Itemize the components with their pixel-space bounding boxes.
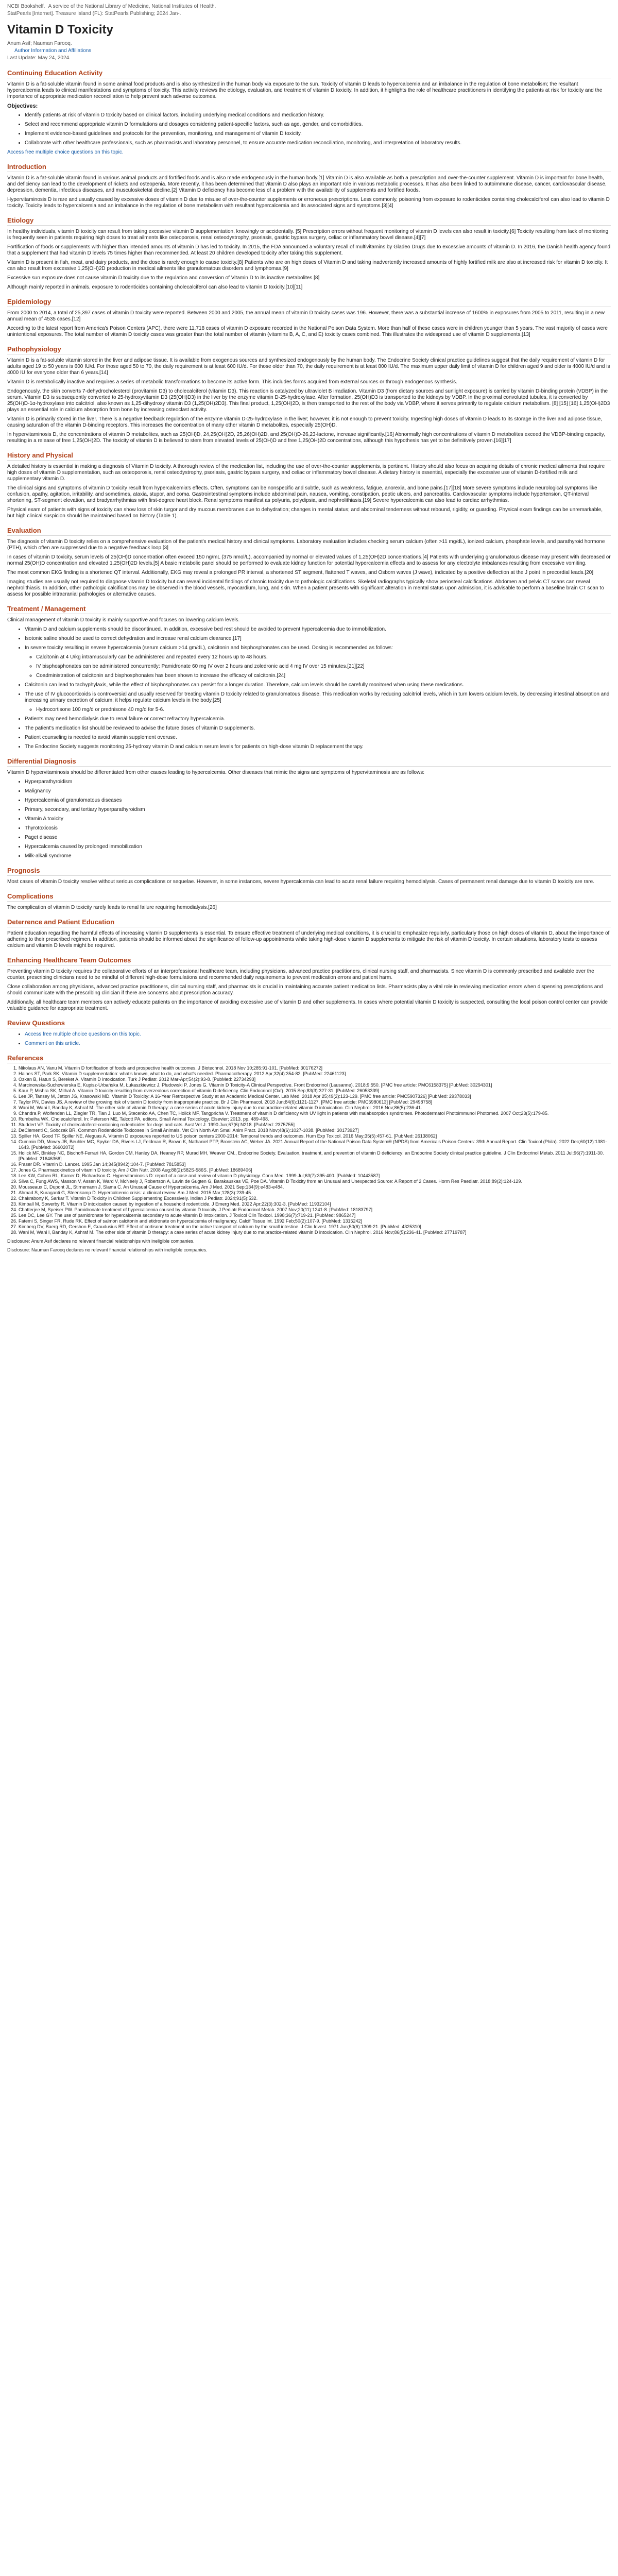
dd-paragraph-1: Vitamin D hypervitaminosis should be differentiated from other causes leading to hypercalcemia. Other diseases that mimic the signs and symptoms of hypervitaminosis are as follows: [7, 770, 425, 775]
complications-paragraph-1: The complication of vitamin D toxicity rarely leads to renal failure requiring hemodialysis.[26] [7, 905, 217, 910]
reference-item: 11. Studdert VP. Toxicity of cholecalciferol-containing rodenticides for dogs and cats. Aust Vet J. 1990 Jun;67(6):N218. [PubMed: 2375755] [19, 1122, 611, 1128]
objective-item: • Implement evidence-based guidelines and protocols for the prevention, monitoring, and management of vitamin D toxicity. [25, 131, 611, 137]
reference-item: 26. Fatemi S, Singer FR, Rude RK. Effect of salmon calcitonin and etidronate on hypercalcemia of malignancy. Calcif Tissue Int. 1992 Feb;50(2):107-9. [PubMed: 1315242] [19, 1218, 611, 1224]
prognosis-paragraph-1: Most cases of vitamin D toxicity resolve without serious complications or sequelae. However, in some instances, severe hypercalcemia can lead to acute renal failure requiring hemodialysis. Cases of permanent renal damage due to vitamin D toxicity are rare. [7, 879, 594, 885]
patho-paragraph-3: Endogenously, the skin converts 7-dehydrocholesterol (provitamin D3) to cholecalciferol (vitamin D3). This reaction is catalyzed by ultraviolet B irradiation. Vitamin D3 (from dietary sources and sunlight exposure) is carried by vitamin D-binding protein (VDBP) in the serum. Vitamin D3 is subsequently converted to 25-hydroxyvitamin D3 (25(OH)D3) in the liver by the enzyme vitamin D-25-hydroxylase. After formation, 25(OH)D3 is transported to the kidneys by VDBP. In the proximal convoluted tubules, it is converted by 25(OH)D-1α-hydroxylase into calcitriol, also known as 1,25-dihydroxy vitamin D3 (1,25(OH)2D3). This final product, 1,25(OH)2D, is then transported to the rest of the body via VDBP, where it serves primarily to regulate calcium metabolism. [8] [15] [16] 1,25(OH)2D3 plays an essential role in calcium absorption from bone by increasing osteoclast activity. [7, 388, 610, 413]
heading-epidemiology: Epidemiology [7, 298, 611, 307]
differential-item: • Vitamin A toxicity [25, 816, 611, 822]
tm-paragraph-1: Clinical management of vitamin D toxicity is mainly supportive and focuses on lowering calcium levels. [7, 617, 240, 623]
disclosure-1: Disclosure: Anum Asif declares no relevant financial relationships with ineligible companies. [7, 1239, 195, 1244]
treatment-item: • Vitamin D and calcium supplements should be discontinued. In addition, excessive bed rest should be avoided to prevent hypercalcemia due to immobilization. [25, 626, 611, 633]
treatment-subitem: ◦ Hydrocortisone 100 mg/d or prednisone 40 mg/d for 5-6. [36, 707, 611, 713]
breadcrumb-ncbi-bookshelf[interactable]: NCBI Bookshelf. [7, 4, 45, 9]
reference-item: 3. Ozkan B, Hatun S, Bereket A. Vitamin D intoxication. Turk J Pediatr. 2012 Mar-Apr;54(2):93-8. [PubMed: 22734293] [19, 1077, 611, 1082]
differential-item: • Malignancy [25, 788, 611, 794]
reference-item: 10. Rumbeiha WK. Cholecalciferol. In: Peterson ME, Talcott PA, editors. Small Animal Toxicology. Elsevier; 2013. pp. 489-498. [19, 1116, 611, 1122]
references-list [7, 1065, 611, 1235]
treatment-item: • The use of IV glucocorticoids is controversial and usually reserved for treating vitamin D toxicity related to granulomatous disease. This medication works by reducing calcitriol levels, which in turn lowers calcium levels, by decreasing intestinal absorption and increasing urinary excretion of calcium; it helps regulate calcium levels in the body.[25] ◦ Hydrocortisone 100 mg/d or prednisone 40 mg/d for 5-6. [25, 691, 611, 713]
differential-item: • Paget disease [25, 835, 611, 841]
review-mcq-link[interactable]: Access free multiple choice questions on this topic. [25, 1031, 141, 1037]
patho-paragraph-1: Vitamin D is a fat-soluble vitamin stored in the liver and adipose tissue. It is available from exogenous sources and synthesized endogenously by the human body. The Endocrine Society clinical practice guidelines suggest that the daily requirement of vitamin D for adults aged 19 to 50 years is 600 IU/d. For those aged 50 to 70, the daily requirement is at least 600 IU/d. For those older than 70, the daily requirement is at least 800 IU/d. The maximum upper daily limit of vitamin D for children aged 9 and older is 4000 IU/d and is 4000 IU for everyone older than 6 years.[14] [7, 358, 610, 376]
reference-item: 16. Fraser DR. Vitamin D. Lancet. 1995 Jan 14;345(8942):104-7. [PubMed: 7815853] [19, 1162, 611, 1167]
reference-item: 12. DeClementi C, Sobczak BR. Common Rodenticide Toxicoses in Small Animals. Vet Clin North Am Small Anim Pract. 2018 Nov;48(6):1027-1038. [PubMed: 30173927] [19, 1128, 611, 1133]
reference-item: 7. Taylor PN, Davies JS. A review of the growing risk of vitamin D toxicity from inappropriate practice. Br J Clin Pharmacol. 2018 Jun;84(6):1121-1127. [PMC free article: PMC5980613] [PubMed: 29498758] [19, 1099, 611, 1105]
treatment-item: • Calcitonin can lead to tachyphylaxis, while the effect of bisphosphonates can persist for a longer duration. Therefore, calcium levels should be carefully monitored when using these medications. [25, 682, 611, 688]
treatment-item: • The Endocrine Society suggests monitoring 25-hydroxy vitamin D and calcium serum levels for patients on high-dose vitamin D replacement therapy. [25, 744, 611, 750]
eval-paragraph-2: In cases of vitamin D toxicity, serum levels of 25(OH)D concentration often exceed 150 ng/mL (375 nmol/L), accompanied by normal or elevated values of 1,25(OH)2D concentrations.[4] Patients with underlying granulomatous disease may present with decreased or normal 25(OH)D concentration and elevated 1,25(OH)2D levels.[5] A basic metabolic panel should be performed to evaluate kidney function for potential hypercalcemia effects and to assess for any electrolyte imbalances resulting from excessive vomiting. [7, 554, 611, 566]
intro-paragraph-1: Vitamin D is a fat-soluble vitamin found in various animal products and fortified foods and is also made endogenously in the human body.[1] Vitamin D is also available as both a prescription and over-the-counter supplement. Vitamin D is important for bone health, and deficiency can lead to the development of rickets and osteopenia. More recently, it has been determined that vitamin D also plays an important role in various metabolic processes. It has also been linked to autoimmune disease, cancer, cardiovascular disease, depression, dementia, infectious diseases, and musculoskeletal decline.[2] Vitamin D deficiency has become less of a problem with the availability of supplements and fortified foods. [7, 175, 607, 193]
heading-prognosis: Prognosis [7, 867, 611, 876]
reference-item: 15. Holick MF, Binkley NC, Bischoff-Ferrari HA, Gordon CM, Hanley DA, Heaney RP, Murad MH, Weaver CM., Endocrine Society. Evaluation, treatment, and prevention of vitamin D deficiency: an Endocrine Society clinical practice guideline. J Clin Endocrinol Metab. 2011 Jul;96(7):1911-30. [PubMed: 21646368] [19, 1150, 611, 1162]
differential-list [7, 779, 611, 859]
reference-item: 20. Mousseaux C, Dupont JL, Stirnemann J, Slama C. An Unusual Cause of Hypercalcemia. Am J Med. 2021 Sep;134(9):e483-e484. [19, 1184, 611, 1190]
reference-item: 4. Marcinowska-Suchowierska E, Kupisz-Urbańska M, Łukaszkiewicz J, Płudowski P, Jones G. Vitamin D Toxicity-A Clinical Perspective. Front Endocrinol (Lausanne). 2018;9:550. [PMC free article: PMC6158375] [PubMed: 30294301] [19, 1082, 611, 1088]
treatment-item: • The patient's medication list should be reviewed to advise the future doses of vitamin D supplements. [25, 725, 611, 732]
reference-item: 17. Jones G. Pharmacokinetics of vitamin D toxicity. Am J Clin Nutr. 2008 Aug;88(2):582S-586S. [PubMed: 18689406] [19, 1167, 611, 1173]
heading-review-questions: Review Questions [7, 1019, 611, 1028]
etiology-paragraph-1: In healthy individuals, vitamin D toxicity can result from taking excessive vitamin D supplementation, knowingly or accidentally. [5] Prescription errors without frequent monitoring of vitamin D levels can also result in toxicity.[6] Toxicity resulting from lack of monitoring is frequently seen in patients requiring high doses to treat ailments like osteoporosis, renal osteodystrophy, psoriasis, gastric bypass surgery, celiac or inflammatory bowel disease.[4][7] [7, 229, 609, 241]
etiology-paragraph-5: Although mainly reported in animals, exposure to rodenticides containing cholecalciferol can also lead to vitamin D toxicity.[10][11] [7, 284, 303, 290]
hp-paragraph-2: The clinical signs and symptoms of vitamin D toxicity result from hypercalcemia's effects. Often, symptoms can be nonspecific and subtle, such as weakness, fatigue, anorexia, and bone pains.[17][18] More severe symptoms include neurological symptoms like confusion, apathy, agitation, irritability, and sometimes, ataxia, stupor, and coma. Gastrointestinal symptoms include abdominal pain, nausea, vomiting, constipation, peptic ulcers, and pancreatitis. Cardiovascular symptoms include hypertension, QT-interval shortening, ST-segment elevation, and bradyarrhythmias with first-degree heart block. Renal symptoms manifest as polyuria, polydipsia, and nephrolithiasis.[19] Severe hypercalcemia can also lead to cardiac arrhythmias. [7, 485, 597, 503]
access-mcq-link[interactable]: Access free multiple choice questions on this topic. [7, 149, 124, 155]
reference-item: 22. Chakraborty K, Sarkar T. Vitamin D Toxicity in Children Supplementing Excessively. Indian J Pediatr. 2024;91(5):532. [19, 1196, 611, 1201]
treatment-subitem: ◦ Coadministration of calcitonin and bisphosphonates has been shown to increase the efficacy of calcitonin.[24] [36, 673, 611, 679]
reference-item: 19. Silva C, Fung AWS, Masson V, Assen K, Ward V, McNeely J, Robertson A, Lavin de Gugten G, Barakauskas VE, Poe DA. Vitamin D Toxicity from an Unusual and Unexpected Source: A Report of 2 Cases. Horm Res Paediatr. 2018;89(2):124-129. [19, 1179, 611, 1184]
reference-item: 21. Ahmad S, Kuraganti G, Steenkamp D. Hypercalcemic crisis: a clinical review. Am J Med. 2015 Mar;128(3):239-45. [19, 1190, 611, 1196]
ce-paragraph: Vitamin D is a fat-soluble vitamin found in some animal food products and is also synthesized in the human body via exposure to the sun. Toxicity of vitamin D leads to hypercalcemia and an imbalance in the regulation of bone metabolism; the resultant hypercalcemia leads to clinical manifestations and symptoms of toxicity. This activity reviews the etiology, evaluation, and treatment of vitamin D toxicity. In addition, it highlights the role of healthcare practitioners in identifying the patients at risk for toxicity and the importance of appropriate medication reconciliation to help prevent such adverse outcomes. [7, 81, 603, 99]
heading-introduction: Introduction [7, 163, 611, 172]
epidemiology-paragraph-2: According to the latest report from America's Poison Centers (APC), there were 11,718 cases of vitamin D exposure recorded in the National Poison Data System. More than half of these cases were in children younger than 5 years. The vast majority of cases were unintentional exposures. The total number of vitamin D toxicity cases was greater than the total number of vitamin (vitamins B, A, C, and E) toxicity cases combined. This illustrates the widespread use of vitamin D supplements.[13] [7, 326, 608, 337]
reference-item: 9. Chandra P, Wolfenden LL, Ziegler TR, Tian J, Luo M, Stecenko AA, Chen TC, Holick MF, Tangpricha V. Treatment of vitamin D deficiency with UV light in patients with malabsorption syndromes. Photodermatol Photoimmunol Photomed. 2007 Oct;23(5):179-85. [19, 1111, 611, 1116]
team-paragraph-1: Preventing vitamin D toxicity requires the collaborative efforts of an interprofessional healthcare team, including physicians, advanced practice practitioners, clinical nursing staff, and pharmacists. Since vitamin D is commonly prescribed and available over the counter, prescribing clinicians need to be mindful of different high-dose formulations and recommended daily requirements to prevent medication errors and patient harm. [7, 969, 594, 980]
page-title: Vitamin D Toxicity [7, 23, 113, 37]
patho-paragraph-5: In hypervitaminosis D, the concentrations of vitamin D metabolites, such as 25(OH)D, 24,25(OH)2D, 25,26(OH)2D, and 25(OH)D-26,23-lactone, increase significantly.[16] Abnormally high concentrations of vitamin D metabolites exceed the VDBP-binding capacity, resulting in a release of free 1,25(OH)2D. The toxicity of vitamin D is believed to stem from elevated levels of 25(OH)D and free 1,25(OH)2D concentrations, although this hypothesis has yet to be definitively proven.[16][17] [7, 432, 605, 444]
team-paragraph-3: Additionally, all healthcare team members can actively educate patients on the importance of avoiding excessive use of vitamin D and other supplements. In cases where potential vitamin D toxicity is suspected, consulting the local poison control center can provide valuable guidance for appropriate treatment. [7, 999, 608, 1011]
treatment-subitem: ◦ IV bisphosphonates can be administered concurrently: Pamidronate 60 mg IV over 2 hours and zoledronic acid 4 mg IV over 15 minutes.[21][22] [36, 664, 611, 670]
etiology-paragraph-2: Fortification of foods or supplements with higher than intended amounts of vitamin D has led to toxicity. In 2015, the FDA announced a voluntary recall of multivitamins by Gladeo Drugs due to excessive amounts of vitamin D. In 2016, the Danish health agency found that a supplement that had vitamin D levels 75 times higher than recommended. At least 20 children developed toxicity after taking this supplement. [7, 244, 611, 256]
heading-evaluation: Evaluation [7, 527, 611, 536]
treatment-item: • Patients may need hemodialysis due to renal failure or correct refractory hypercalcemia. [25, 716, 611, 722]
reference-item: 2. Haines ST, Park SK. Vitamin D supplementation: what's known, what to do, and what's needed. Pharmacotherapy. 2012 Apr;32(4):354-82. [PubMed: 22461123] [19, 1071, 611, 1077]
reference-item: 13. Spiller HA, Good TF, Spiller NE, Aleguas A. Vitamin D exposures reported to US poison centers 2000-2014: Temporal trends and outcomes. Hum Exp Toxicol. 2016 May;35(5):457-61. [PubMed: 26138062] [19, 1133, 611, 1139]
treatment-item: • Isotonic saline should be used to correct dehydration and increase renal calcium clearance.[17] [25, 636, 611, 642]
etiology-paragraph-4: Excessive sun exposure does not cause vitamin D toxicity due to the regulation and conversion of Vitamin D to its inactive metabolites.[8] [7, 275, 320, 281]
reference-item: 8. Wani M, Wani I, Banday K, Ashraf M. The other side of vitamin D therapy: a case series of acute kidney injury due to malpractice-related vitamin D intoxication. Clin Nephrol. 2016 Nov;86(5):236-41. [19, 1105, 611, 1111]
heading-treatment-management: Treatment / Management [7, 605, 611, 614]
objectives-list [7, 112, 611, 146]
differential-item: • Milk-alkali syndrome [25, 853, 611, 859]
heading-deterrence-education: Deterrence and Patient Education [7, 918, 611, 927]
hp-paragraph-3: Physical exam of patients with signs of toxicity can show loss of skin turgor and dry mucous membranes due to dehydration; changes in mental status; and abdominal tenderness without rebound, rigidity, or guarding. Physical exam findings can be unremarkable, but high clinical suspicion should be maintained based on history (Table 1). [7, 507, 603, 519]
objective-item: • Collaborate with other healthcare professionals, such as pharmacists and laboratory personnel, to ensure accurate medication reconciliation, monitoring, and interpretation of laboratory results. [25, 140, 611, 146]
treatment-subitem: ◦ Calcitonin at 4 U/kg intramuscularly can be administered and repeated every 12 hours up to 48 hours. [36, 654, 611, 660]
heading-complications: Complications [7, 892, 611, 902]
eval-paragraph-4: Imaging studies are usually not required to diagnose vitamin D toxicity but can reveal incidental findings of chronic toxicity due to pathologic calcifications. Skeletal radiographs typically show periosteal calcifications. Abdomen and pelvic CT scans can reveal nephrolithiasis. In addition, other pathologic calcifications may be observed in the blood vessels, myocardium, lung, and skin. When a patient presents with significant alteration in mental status upon admission, it is advisable to perform a baseline brain CT scan to assess for possible intracranial pathologies or alternative causes. [7, 579, 604, 597]
team-paragraph-2: Close collaboration among physicians, advanced practice practitioners, clinical nursing staff, and pharmacists is crucial in maintaining accurate patient medication lists. Pharmacists play a vital role in reviewing medication errors when dispensing prescriptions and should communicate with the prescribing clinician if there are concerns about prescription accuracy. [7, 984, 603, 996]
differential-item: • Hypercalcemia of granulomatous diseases [25, 798, 611, 804]
differential-item: • Hypercalcemia caused by prolonged immobilization [25, 844, 611, 850]
heading-references: References [7, 1054, 611, 1063]
differential-item: • Thyrotoxicosis [25, 825, 611, 832]
reference-item: 28. Wani M, Wani I, Banday K, Ashraf M. The other side of vitamin D therapy: a case series of acute kidney injury due to malpractice-related vitamin D intoxication. Clin Nephrol. 2016 Nov;86(5):236-41. [PubMed: 27719787] [19, 1230, 611, 1235]
deterrence-paragraph-1: Patient education regarding the harmful effects of increasing vitamin D supplements is essential. To ensure effective treatment of underlying medical conditions, it is crucial to emphasize regularly, particularly those on high doses of vitamin D, about the importance of adhering to their prescribed regimen. In addition, patients should be informed about the significance of follow-up appointments while taking high-dose vitamin D supplements to mitigate the risk of vitamin D toxicity. In certain situations, laboratory tests to assess calcium and vitamin D levels might be required. [7, 930, 610, 948]
heading-etiology: Etiology [7, 216, 611, 226]
treatment-list [7, 626, 611, 750]
heading-team-outcomes: Enhancing Healthcare Team Outcomes [7, 956, 611, 965]
objective-item: • Identify patients at risk of vitamin D toxicity based on clinical factors, including underlying medical conditions and medication history. [25, 112, 611, 118]
reference-item: 25. Lee DC, Lee GY. The use of pamidronate for hypercalcemia secondary to acute vitamin D intoxication. J Toxicol Clin Toxicol. 1998;36(7):719-21. [PubMed: 9865247] [19, 1213, 611, 1218]
comment-link[interactable]: Comment on this article. [25, 1041, 80, 1046]
last-update: Last Update: May 24, 2024. [7, 55, 71, 61]
author-info-link[interactable]: Author Information and Affiliations [14, 48, 92, 54]
intro-paragraph-2: Hypervitaminosis D is rare and usually caused by excessive doses of vitamin D due to misuse of over-the-counter supplements or erroneous prescriptions. Less commonly, poisoning from exposure to rodenticides containing cholecalciferol can also lead to vitamin D toxicity. Toxicity leads to hypercalcemia and an imbalance in the regulation of bone metabolism with resultant hypercalcemia and its associated signs and symptoms.[3][4] [7, 197, 610, 209]
heading-pathophysiology: Pathophysiology [7, 345, 611, 354]
page-root [0, 0, 618, 1253]
objectives-label: Objectives: [7, 103, 38, 109]
objective-item: • Select and recommend appropriate vitamin D formulations and dosages considering patient-specific factors, such as age, gender, and comorbidities. [25, 122, 611, 128]
hp-paragraph-1: A detailed history is essential in making a diagnosis of Vitamin D toxicity. A thorough review of the medication list, including the use of over-the-counter supplements, is pertinent. History should also focus on acquiring details of chronic medical ailments that require high doses of vitamin D supplementation, such as osteoporosis, renal osteodystrophy, psoriasis, gastric bypass surgery, and celiac or inflammatory bowel disease. A dietary history is essential, especially the excessive use of vitamin D-fortified milk and supplementary vitamin D. [7, 464, 605, 482]
eval-paragraph-1: The diagnosis of vitamin D toxicity relies on a comprehensive evaluation of the patient's medical history and clinical symptoms. Laboratory evaluation includes checking serum calcium (often >11 mg/dL), ionized calcium, phosphate levels, and parathyroid hormone (PTH), which often are suppressed due to a negative feedback loop.[3] [7, 539, 605, 551]
heading-continuing-education: Continuing Education Activity [7, 69, 611, 78]
review-questions-list [7, 1031, 611, 1047]
reference-item: 24. Chatterjee M, Speiser PW. Pamidronate treatment of hypercalcemia caused by vitamin D toxicity. J Pediatr Endocrinol Metab. 2007 Nov;20(11):1241-8. [PubMed: 18183797] [19, 1207, 611, 1213]
reference-item: 1. Nikolaus AN, Vanu M. Vitamin D fortification of foods and prospective health outcomes. J Biotechnol. 2018 Nov 10;285:91-101. [PubMed: 30176272] [19, 1065, 611, 1071]
breadcrumb-nlm: A service of the National Library of Medicine, National Institutes of Health. [48, 4, 216, 9]
reference-item: 23. Kimball M, Sowerby R. Vitamin D intoxication caused by ingestion of a household rodenticide. J Emerg Med. 2022 Apr;22(3):302-3. [PubMed: 11932104] [19, 1201, 611, 1207]
treatment-item: • In severe toxicity resulting in severe hypercalcemia (serum calcium >14 gm/dL), calcitonin and bisphosphonates can be used. Dosing is recommended as follows: ◦ Calcitonin at 4 U/kg intramuscularly can be administered and repeated every 12 hours up to 48 hours. ◦ IV bisphosphonates can be administered concurrently: Pamidronate 60 mg IV over 2 hours and zoledronic acid 4 mg IV over 15 minutes.[21][22] ◦ Coadministration of calcitonin and bisphosphonates has been shown to increase the efficacy of calcitonin.[24] [25, 645, 611, 679]
patho-paragraph-4: Vitamin D is primarily stored in the liver. There is a negative feedback regulation of the enzyme vitamin D-25-hydroxylase in the liver; however, it is not enough to prevent toxicity. Ingesting high doses of vitamin D leads to its storage in the liver and adipose tissue, causing saturation of the vitamin D-binding receptors. This increases the concentration of many other vitamin D metabolites, especially 25(OH)D. [7, 416, 603, 428]
differential-item: • Hyperparathyroidism [25, 779, 611, 785]
reference-item: 5. Kaur P, Mishra SK, Mithal A. Vitamin D toxicity resulting from overzealous correction of vitamin D deficiency. Clin Endocrinol (Oxf). 2015 Sep;83(3):327-31. [PubMed: 26053339] [19, 1088, 611, 1094]
patho-paragraph-2: Vitamin D is metabolically inactive and requires a series of metabolic transformations to become its active form. This includes forms acquired from external sources or through endogenous synthesis. [7, 379, 457, 385]
reference-item: 27. Kimberg DV, Baerg RD, Gershon E, Graudusius RT. Effect of cortisone treatment on the active transport of calcium by the small intestine. J Clin Invest. 1971 Jun;50(6):1309-21. [PubMed: 4325310] [19, 1224, 611, 1230]
reference-item: 18. Lee KW, Cohen RL, Karner D, Richardson C. Hypervitaminosis D: report of a case and review of vitamin D physiology. Conn Med. 1999 Jul;63(7):395-400. [PubMed: 10443587] [19, 1173, 611, 1179]
reference-item: 14. Gummin DD, Mowry JB, Beuhler MC, Spyker DA, Rivers LJ, Feldman R, Brown K, Nathaniel PTP, Bronstein AC, Weber JA. 2021 Annual Report of the National Poison Data System® (NPDS) from America's Poison Centers: 39th Annual Report. Clin Toxicol (Phila). 2022 Dec;60(12):1381-1643. [PubMed: 36602072] [19, 1139, 611, 1150]
eval-paragraph-3: The most common EKG finding is a shortened QT interval. Additionally, EKG may reveal a prolonged PR interval, a shortened ST segment, flattened T waves, and Osborn waves (J wave), indicated by a positive deflection at the J point in precordial leads.[20] [7, 570, 594, 575]
heading-differential-diagnosis: Differential Diagnosis [7, 757, 611, 767]
disclosure-2: Disclosure: Nauman Farooq declares no relevant financial relationships with ineligible companies. [7, 1247, 208, 1252]
breadcrumb [7, 3, 611, 10]
authors[interactable]: Anum Asif; Nauman Farooq. [7, 41, 72, 46]
etiology-paragraph-3: Vitamin D is present in fish, meat, and dairy products, and the dose is rarely enough to cause toxicity.[8] Patients who are on high doses of Vitamin D and taking inadvertently increased amounts of highly fortified milk are also at increased risk for vitamin D toxicity. It can also result from excessive 1,25(OH)2D production in medical ailments like granulomatous disorders and lymphomas.[9] [7, 260, 608, 272]
treatment-item: • Patient counseling is needed to avoid vitamin supplement overuse. [25, 735, 611, 741]
epidemiology-paragraph-1: From 2000 to 2014, a total of 25,397 cases of vitamin D toxicity were reported. Between 2000 and 2005, the annual mean of vitamin D toxicity cases was 196. However, there was a substantial increase of 1600% in exposures from 2005 to 2011, resulting in a new annual mean of 4535 cases.[12] [7, 310, 605, 322]
differential-item: • Primary, secondary, and tertiary hyperparathyroidism [25, 807, 611, 813]
publisher-line: StatPearls [Internet]. Treasure Island (FL): StatPearls Publishing; 2024 Jan-. [7, 11, 181, 16]
heading-history-physical: History and Physical [7, 451, 611, 461]
reference-item: 6. Lee JP, Tansey M, Jetton JG, Krasowski MD. Vitamin D Toxicity: A 16-Year Retrospective Study at an Academic Medical Center. Lab Med. 2018 Apr 25;49(2):123-129. [PMC free article: PMC5907326] [PubMed: 29378033] [19, 1094, 611, 1099]
